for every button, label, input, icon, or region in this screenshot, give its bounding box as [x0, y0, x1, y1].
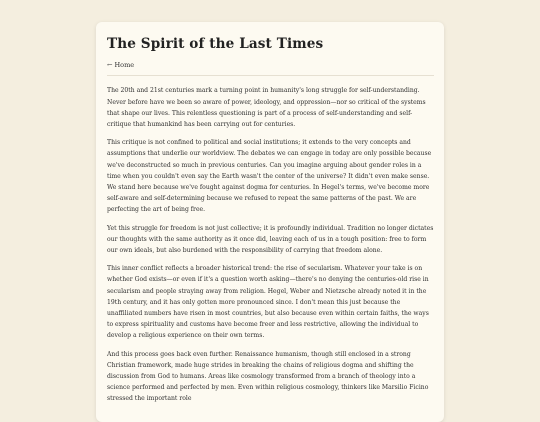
- article-card: [96, 22, 444, 422]
- article-body: [107, 85, 434, 404]
- paragraph: This inner conflict reflects a broader historical trend: the rise of secularism. Whatever your take is on whether God exists—or even if it's a question worth asking—there's no denying the centuries-old rise in secularism and people straying away from religion. Hegel, Weber and Nietzsche already noted it in the 19th century, and it has only gotten more pronounced since. I don't mean this just because the unaffiliated numbers have risen in most countries, but also because even within certain faiths, the ways to express spirituality and customs have become freer and less restrictive, allowing the individual to develop a religious experience on their own terms.: [107, 265, 429, 340]
- divider: [107, 75, 434, 76]
- paragraph: This critique is not confined to political and social institutions; it extends to the very concepts and assumptions that underlie our worldview. The debates we can engage in today are only possible because we've deconstructed so much in previous centuries. Can you imagine arguing about gender roles in a time when you couldn't even say the Earth wasn't the center of the universe? It didn't even make sense. We stand here because we've fought against dogma for centuries. In Hegel's terms, we've become more self-aware and self-determining because we refused to repeat the same patterns of the past. We are perfecting the art of being free.: [107, 139, 432, 214]
- home-link[interactable]: ← Home: [107, 61, 135, 70]
- paragraph: And this process goes back even further. Renaissance humanism, though still enclosed in a strong Christian framework, made huge strides in breaking the chains of religious dogma and shifting the discussion from God to humans. Areas like cosmology transformed from a branch of theology into a science performed and perfected by men. Even within religious cosmology, thinkers like Marsilio Ficino stressed the important role: [107, 350, 429, 403]
- paragraph: The 20th and 21st centuries mark a turning point in humanity's long struggle for self-understanding. Never before have we been so aware of power, ideology, and oppression—nor so critical of the systems that shape our lives. This relentless questioning is part of a process of self-understanding and self-critique that humankind has been carrying out for centuries.: [107, 87, 426, 128]
- page-title: The Spirit of the Last Times: [107, 36, 324, 52]
- paragraph: Yet this struggle for freedom is not just collective; it is profoundly individual. Tradition no longer dictates our thoughts with the same authority as it once did, leaving each of us in a tough position: free to form our own ideals, but also burdened with the responsibility of carrying that freedom alone.: [107, 224, 434, 254]
